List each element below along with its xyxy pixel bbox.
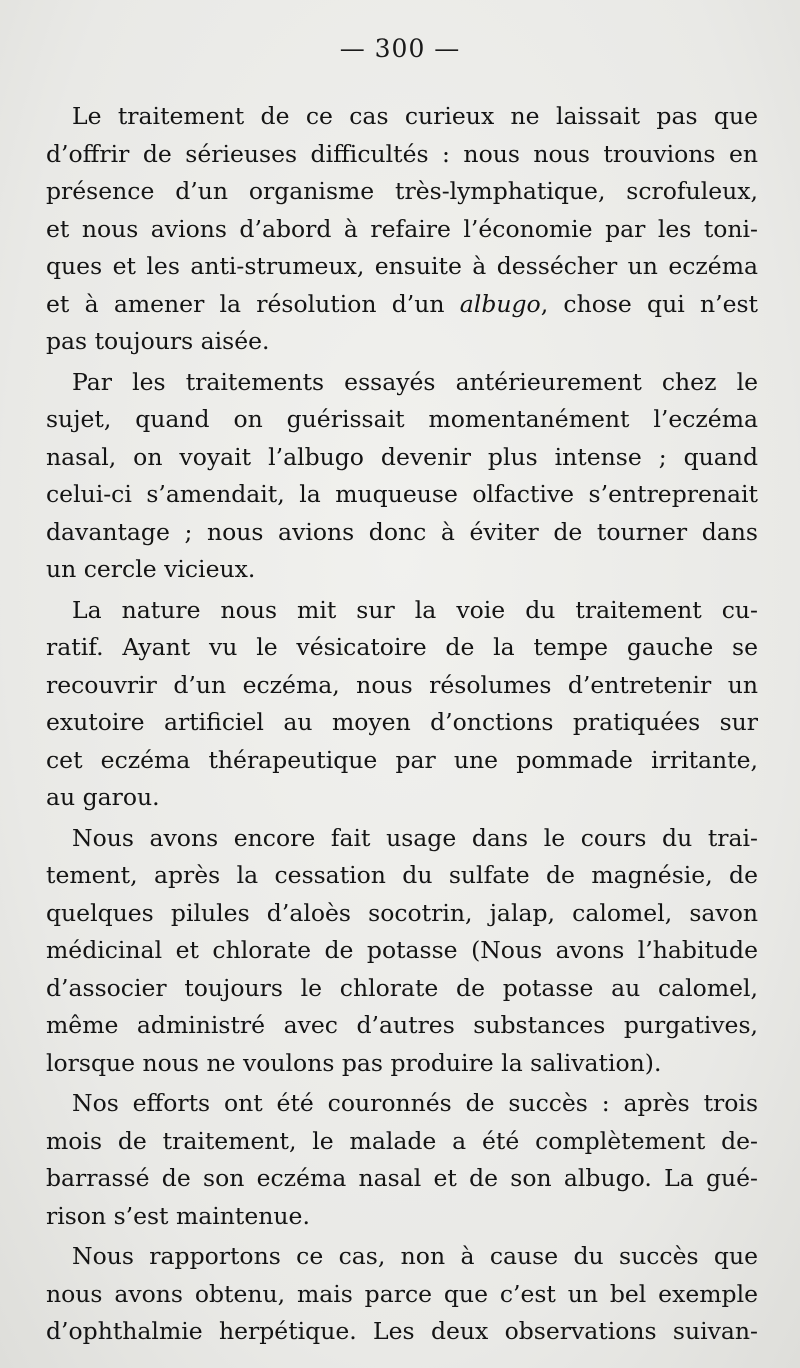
paragraph-1 (46, 98, 758, 361)
text-line: et nous avions d’abord à refaire l’économie par les toni- (46, 214, 758, 243)
paragraph-5 (46, 1085, 758, 1235)
text-line: quelques pilules d’aloès socotrin, jalap, calomel, savon (46, 898, 758, 927)
text-line: lorsque nous ne voulons pas produire la salivation). (46, 1048, 662, 1077)
text-line: médicinal et chlorate de potasse (Nous avons l’habitude (46, 936, 758, 964)
text-line: présence d’un organisme très-lymphatique, scrofuleux, (46, 177, 758, 205)
paragraph-4 (46, 820, 758, 1083)
text-line: Le traitement de ce cas curieux ne laissait pas que (72, 102, 758, 130)
paragraph-2 (46, 364, 758, 589)
text-line: davantage ; nous avions donc à éviter de tourner dans (46, 517, 758, 546)
text-line: celui-ci s’amendait, la muqueuse olfactive s’entreprenait (46, 480, 758, 508)
text-line: rison s’est maintenue. (46, 1201, 310, 1230)
text-line: sujet, quand on guérissait momentanément l’eczéma (46, 405, 758, 433)
paragraph-3 (46, 592, 758, 817)
text-line: Par les traitements essayés antérieurement chez le (72, 367, 758, 396)
text-line: nous avons obtenu, mais parce que c’est un bel exemple (46, 1279, 758, 1308)
text-line: Nos efforts ont été couronnés de succès : après trois (72, 1089, 758, 1117)
text-line: cet eczéma thérapeutique par une pommade irritante, (46, 745, 758, 774)
text-line: d’associer toujours le chlorate de potasse au calomel, (46, 973, 758, 1002)
text-line: au garou. (46, 783, 160, 811)
text-line: Nous rapportons ce cas, non à cause du succès que (72, 1242, 758, 1270)
text-line: ratif. Ayant vu le vésicatoire de la tempe gauche se (46, 633, 758, 661)
text-line: d’ophthalmie herpétique. Les deux observations suivan- (46, 1317, 758, 1345)
text-line: pas toujours aisée. (46, 327, 270, 355)
text-line: tement, après la cessation du sulfate de magnésie, de (46, 861, 758, 889)
text-line: exutoire artificiel au moyen d’onctions pratiquées sur (46, 708, 758, 736)
text-line-with-italic: et à amener la résolution d’un albugo, chose qui n’est (46, 289, 758, 318)
text-line: même administré avec d’autres substances purgatives, (46, 1011, 758, 1039)
text-line: un cercle vicieux. (46, 555, 256, 583)
text-line: ques et les anti-strumeux, ensuite à dessécher un eczéma (46, 252, 758, 280)
text-line: La nature nous mit sur la voie du traitement cu- (72, 595, 758, 624)
text-line: Nous avons encore fait usage dans le cours du trai- (72, 823, 758, 852)
paragraph-6 (46, 1238, 758, 1351)
body-text (46, 98, 758, 1354)
text-line: nasal, on voyait l’albugo devenir plus intense ; quand (46, 442, 758, 471)
page-number: — 300 — (339, 34, 461, 63)
text-line: d’offrir de sérieuses difficultés : nous nous trouvions en (46, 139, 758, 168)
text-line: mois de traitement, le malade a été complètement de- (46, 1126, 758, 1155)
text-line: recouvrir d’un eczéma, nous résolumes d’entretenir un (46, 670, 758, 699)
text-line: barrassé de son eczéma nasal et de son albugo. La gué- (46, 1164, 758, 1192)
